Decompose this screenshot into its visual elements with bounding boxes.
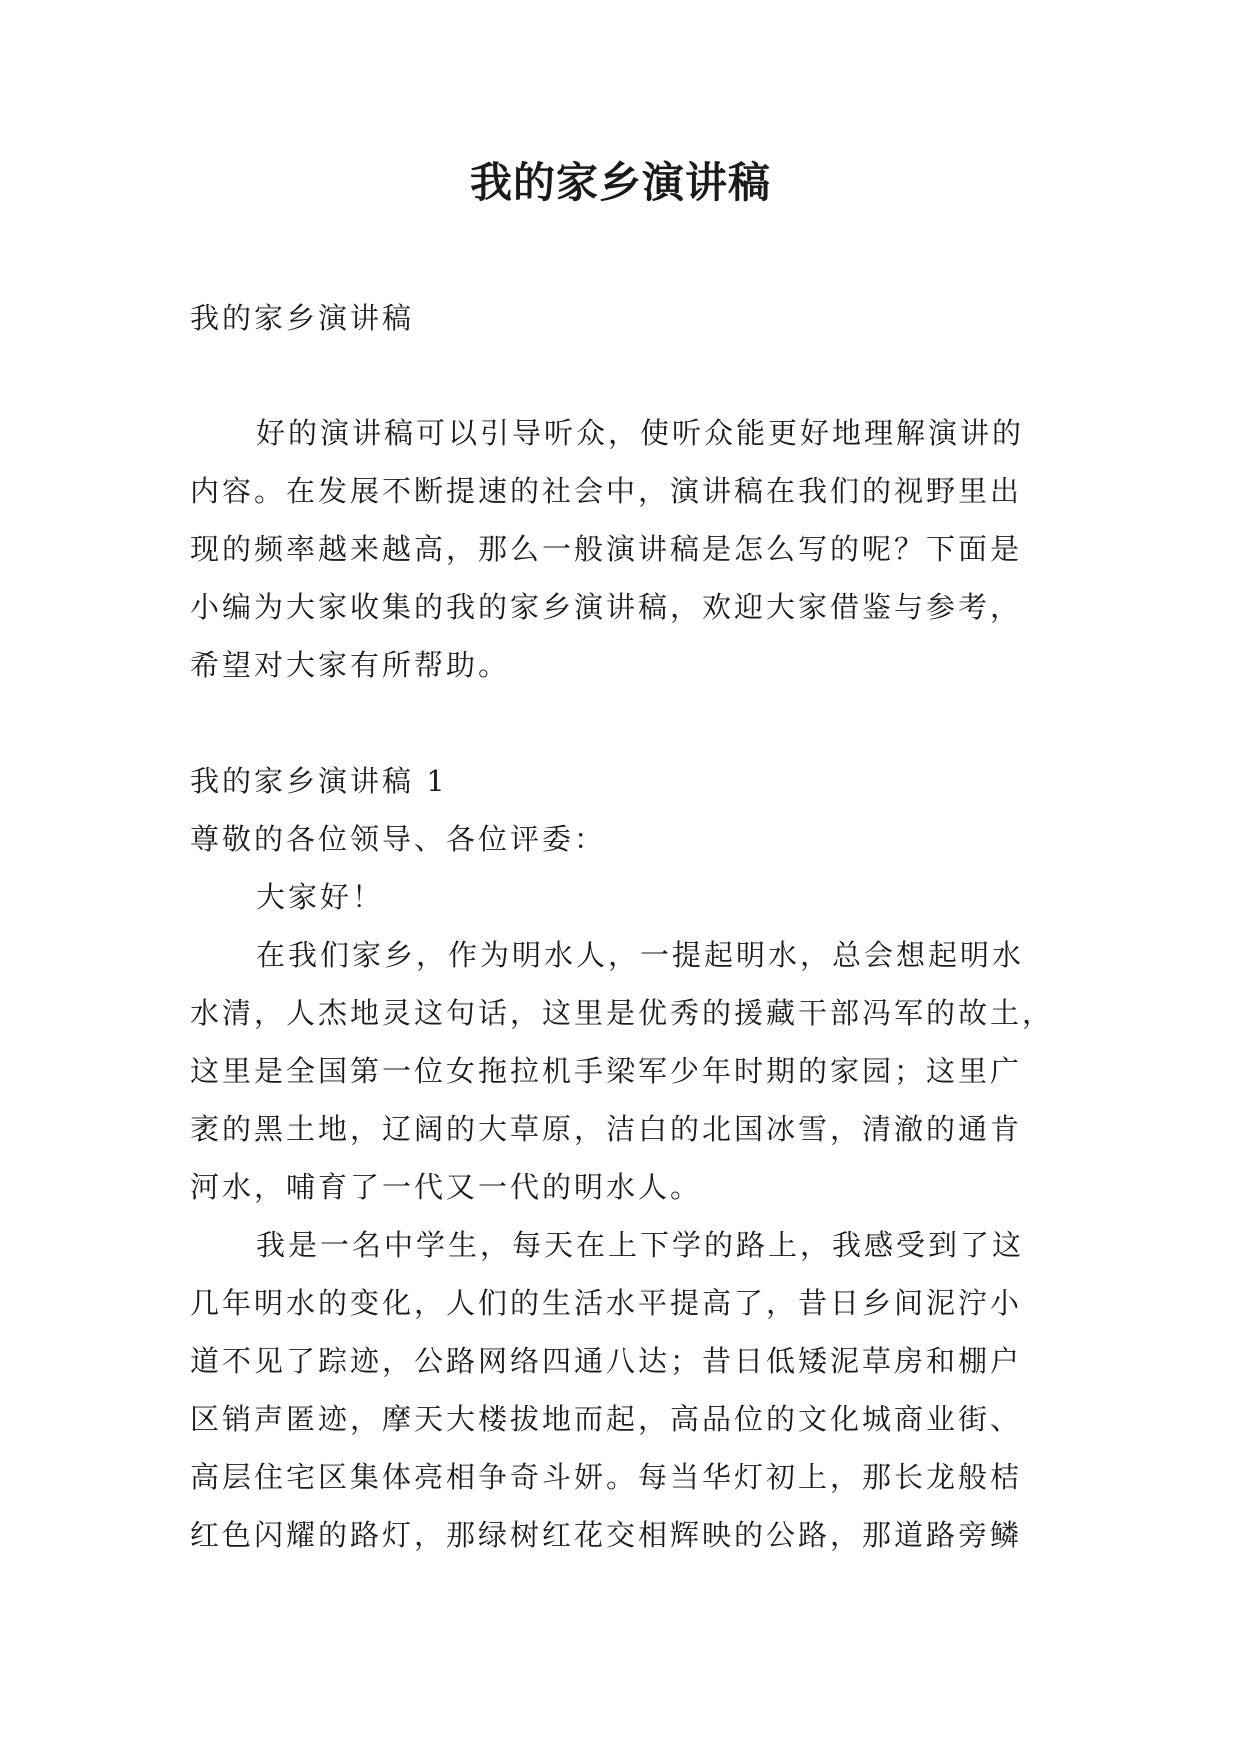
- paragraph-line: 高层住宅区集体亮相争奇斗妍。每当华灯初上，那长龙般桔: [190, 1460, 1023, 1494]
- paragraph-line: 红色闪耀的路灯，那绿树红花交相辉映的公路，那道路旁鳞: [190, 1518, 1023, 1552]
- intro-line: 现的频率越来越高，那么一般演讲稿是怎么写的呢？下面是: [190, 532, 1023, 566]
- paragraph-line: 河水，哺育了一代又一代的明水人。: [190, 1170, 703, 1204]
- paragraph-line: 几年明水的变化，人们的生活水平提高了，昔日乡间泥泞小: [190, 1286, 1023, 1320]
- paragraph-line: 我是一名中学生，每天在上下学的路上，我感受到了这: [256, 1228, 1025, 1262]
- document-title: 我的家乡演讲稿: [469, 158, 771, 207]
- document-subtitle: 我的家乡演讲稿: [190, 301, 415, 335]
- paragraph-line: 区销声匿迹，摩天大楼拔地而起，高品位的文化城商业街、: [190, 1402, 1023, 1436]
- intro-line: 好的演讲稿可以引导听众，使听众能更好地理解演讲的: [256, 416, 1025, 450]
- paragraph-line: 水清，人杰地灵这句话，这里是优秀的援藏干部冯军的故土，: [190, 996, 1055, 1030]
- subtitle-block: [190, 289, 1055, 347]
- intro-line: 希望对大家有所帮助。: [190, 648, 511, 682]
- paragraph-line: 袤的黑土地，辽阔的大草原，洁白的北国冰雪，清澈的通肯: [190, 1112, 1023, 1146]
- intro-line: 内容。在发展不断提速的社会中，演讲稿在我们的视野里出: [190, 474, 1023, 508]
- paragraph-line: 道不见了踪迹，公路网络四通八达；昔日低矮泥草房和棚户: [190, 1344, 1023, 1378]
- speech-heading: 我的家乡演讲稿 1: [190, 764, 448, 798]
- paragraph-line: 在我们家乡，作为明水人，一提起明水，总会想起明水: [256, 938, 1025, 972]
- speech-salutation: 尊敬的各位领导、各位评委：: [190, 822, 607, 856]
- speech-section: [190, 752, 1055, 1564]
- speech-greeting: 大家好！: [256, 880, 385, 914]
- intro-paragraph: [190, 404, 1055, 694]
- intro-line: 小编为大家收集的我的家乡演讲稿，欢迎大家借鉴与参考，: [190, 590, 1023, 624]
- paragraph-line: 这里是全国第一位女拖拉机手梁军少年时期的家园；这里广: [190, 1054, 1023, 1088]
